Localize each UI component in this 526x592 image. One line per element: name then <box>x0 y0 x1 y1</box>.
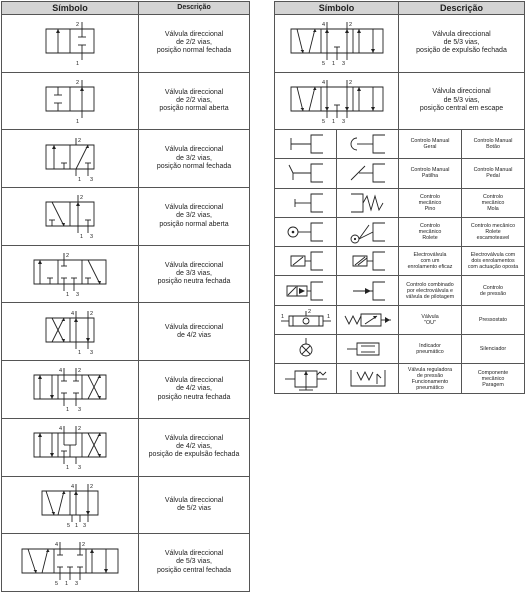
description-cell <box>139 72 250 130</box>
description-line: Válvula direccional <box>164 323 224 331</box>
table-row <box>2 476 250 534</box>
port-label: 1 <box>66 292 70 299</box>
description-line: mecânico <box>418 199 442 206</box>
description-cell <box>139 130 250 188</box>
symbol-cell <box>275 72 399 130</box>
port-label: 1 <box>66 407 70 414</box>
description-line: de 4/2 vias <box>177 331 211 339</box>
description-line: posição normal aberta <box>159 220 229 228</box>
description-line: Pino <box>424 205 436 212</box>
valve-3-3-neutral-closed-symbol <box>28 250 112 298</box>
description-line: Válvula direccional <box>432 30 491 38</box>
description-line: Controlo combinado <box>406 281 454 288</box>
description-line: Electroválvula <box>413 252 447 259</box>
description-cell <box>399 188 462 217</box>
pressure-regulator-icon <box>281 366 331 392</box>
mechanical-spring-control-icon <box>343 190 393 216</box>
description-line: de pressão <box>479 290 507 297</box>
description-line: posição neutra fechada <box>157 393 231 401</box>
description-line: Válvula reguladora <box>407 366 453 373</box>
description-line: Funcionamento pneumático <box>411 378 449 391</box>
description-line: posição central fechada <box>157 566 231 574</box>
port-label: 3 <box>76 292 80 299</box>
description-line: mecânico <box>481 199 505 206</box>
port-label: 2 <box>76 22 80 29</box>
port-label: 4 <box>55 541 59 548</box>
port-label: 2 <box>348 22 352 29</box>
symbol-cell <box>275 335 337 364</box>
port-label: 5 <box>321 118 325 125</box>
pneumatic-indicator-icon <box>281 336 331 362</box>
description-cell <box>462 364 525 393</box>
symbol-cell <box>2 303 139 361</box>
port-label: 1 <box>76 61 80 68</box>
table-row <box>275 188 525 217</box>
description-line: de 2/2 vias, <box>176 96 212 104</box>
description-line: de 2/2 vias, <box>176 39 212 47</box>
description-line: dois enrolamentos <box>471 258 515 265</box>
port-label: 4 <box>321 79 325 86</box>
symbol-cell <box>2 418 139 476</box>
table-row <box>275 364 525 393</box>
table-row <box>2 130 250 188</box>
description-cell <box>462 217 525 246</box>
description-line: Controlo <box>419 223 441 230</box>
port-label: 3 <box>341 61 345 68</box>
description-cell <box>139 418 250 476</box>
table-row <box>2 303 250 361</box>
port-label: 2 <box>78 368 82 375</box>
description-line: por electroválvula e <box>407 287 453 294</box>
port-label: 4 <box>59 368 63 375</box>
table-row <box>275 159 525 188</box>
port-label: 3 <box>78 465 82 472</box>
symbol-cell <box>2 245 139 303</box>
port-label: 1 <box>331 61 335 68</box>
table-row <box>275 305 525 334</box>
symbol-cell <box>337 247 399 276</box>
description-line: de 3/3 vias, <box>176 269 212 277</box>
table-row <box>2 245 250 303</box>
description-line: Válvula direccional <box>164 496 224 504</box>
description-cell <box>399 15 525 73</box>
description-cell <box>462 159 525 188</box>
description-line: escamoteavel <box>476 235 510 242</box>
description-line: Rolete <box>485 229 501 236</box>
port-label: 1 <box>75 522 79 529</box>
valve-5-3-exhaust-closed-symbol <box>287 19 387 67</box>
description-line: de pressão <box>416 372 444 379</box>
symbol-cell <box>2 534 139 592</box>
valve-4-2-exhaust-closed-symbol <box>28 423 112 471</box>
description-line: "OU" <box>424 319 436 326</box>
port-label: 3 <box>90 176 94 183</box>
manual-button-control-icon <box>343 131 393 157</box>
description-line: Controlo Manual <box>410 138 450 145</box>
symbol-cell <box>275 130 337 159</box>
port-label: 3 <box>75 580 79 587</box>
description-line: de 5/3 vias, <box>443 39 480 47</box>
symbol-cell <box>2 130 139 188</box>
description-line: Válvula <box>421 313 439 320</box>
description-line: posição de expulsão fechada <box>416 47 507 55</box>
port-label: 3 <box>78 407 82 414</box>
table-row <box>275 130 525 159</box>
table-row <box>2 418 250 476</box>
valve-symbols-table-right <box>274 1 525 394</box>
description-line: de 5/3 vias, <box>176 558 212 566</box>
symbol-cell <box>275 305 337 334</box>
mechanical-roller-control-icon <box>281 219 331 245</box>
description-cell <box>139 303 250 361</box>
port-label: 2 <box>78 426 82 433</box>
description-line: com actuação oposta <box>467 264 519 271</box>
valve-4-2-neutral-closed-symbol <box>28 365 112 413</box>
symbol-cell <box>2 15 139 73</box>
description-line: com um <box>420 258 440 265</box>
valve-2-2-normally-open-symbol <box>40 77 100 125</box>
description-line: Válvula direccional <box>164 204 224 212</box>
valve-5-2-symbol <box>38 481 102 529</box>
manual-pedal-control-icon <box>343 160 393 186</box>
table-row <box>2 361 250 419</box>
description-line: Pedal <box>486 173 500 180</box>
symbol-cell <box>337 276 399 305</box>
description-cell <box>399 364 462 393</box>
table-row <box>275 247 525 276</box>
port-label: 2 <box>66 253 70 260</box>
symbol-cell <box>337 217 399 246</box>
description-line: Pressostato <box>479 316 507 323</box>
description-line: posição normal aberta <box>159 105 229 113</box>
symbol-cell <box>275 15 399 73</box>
description-line: de 5/2 vias <box>177 504 211 512</box>
table-row <box>275 217 525 246</box>
symbol-cell <box>275 247 337 276</box>
description-line: de 4/2 vias, <box>176 443 212 451</box>
valve-3-2-normally-open-symbol <box>40 192 100 240</box>
symbol-cell <box>275 188 337 217</box>
description-line: Válvula direccional <box>164 434 224 442</box>
port-label: 2 <box>307 308 311 315</box>
port-label: 4 <box>59 426 63 433</box>
description-line: posição de expulsão fechada <box>148 451 240 459</box>
description-cell <box>139 534 250 592</box>
port-label: 3 <box>83 522 87 529</box>
description-line: Válvula direccional <box>164 88 224 96</box>
description-line: Controlo <box>482 193 504 200</box>
symbol-cell <box>2 72 139 130</box>
description-cell <box>399 305 462 334</box>
description-cell <box>399 217 462 246</box>
description-line: enrolamento eficaz <box>407 264 453 271</box>
description-line: posição normal fechada <box>156 162 232 170</box>
description-line: pneumático <box>416 349 444 356</box>
port-label: 3 <box>341 118 345 125</box>
table-header-row <box>2 2 250 15</box>
description-line: Válvula direccional <box>432 88 491 96</box>
description-line: mecânico <box>481 375 505 382</box>
header-symbol: Símbolo <box>275 2 399 15</box>
description-cell <box>462 130 525 159</box>
header-description: Descrição <box>139 2 250 15</box>
description-line: Electroválvula com <box>470 252 516 259</box>
description-cell <box>462 247 525 276</box>
port-label: 2 <box>348 79 352 86</box>
symbol-cell <box>275 364 337 393</box>
port-label: 1 <box>66 465 70 472</box>
description-line: Mola <box>487 205 499 212</box>
description-line: Controlo mecânico <box>470 223 516 230</box>
description-line: Silenciador <box>479 346 507 353</box>
description-line: Patilha <box>421 173 439 180</box>
port-label: 5 <box>321 61 325 68</box>
description-line: Válvula direccional <box>164 146 224 154</box>
port-label: 4 <box>71 483 75 490</box>
description-line: Válvula direccional <box>164 377 224 385</box>
symbol-cell <box>275 217 337 246</box>
description-cell <box>462 188 525 217</box>
port-label: 1 <box>78 349 82 356</box>
description-cell <box>399 335 462 364</box>
port-label: 5 <box>55 580 59 587</box>
description-line: posição normal fechada <box>156 47 232 55</box>
header-description: Descrição <box>399 2 525 15</box>
description-cell <box>462 305 525 334</box>
port-label: 2 <box>82 541 86 548</box>
table-row <box>2 188 250 246</box>
port-label: 1 <box>78 176 82 183</box>
description-line: Paragem <box>482 381 504 388</box>
description-line: Controlo <box>482 284 504 291</box>
table-row <box>275 72 525 130</box>
port-label: 2 <box>90 310 94 317</box>
double-solenoid-icon <box>343 248 393 274</box>
port-label: 5 <box>67 522 71 529</box>
description-line: Válvula direccional <box>164 31 224 39</box>
symbol-cell <box>337 305 399 334</box>
valve-5-3-center-exhaust-symbol <box>287 77 387 125</box>
symbol-cell <box>337 130 399 159</box>
port-label: 2 <box>90 483 94 490</box>
mechanical-stop-icon <box>343 366 393 392</box>
description-line: Controlo Manual <box>473 167 513 174</box>
description-cell <box>399 159 462 188</box>
valve-symbols-table-left <box>1 1 250 592</box>
symbol-cell <box>2 361 139 419</box>
description-line: de 3/2 vias, <box>176 212 212 220</box>
single-solenoid-icon <box>281 248 331 274</box>
silencer-icon <box>343 336 393 362</box>
symbol-cell <box>337 188 399 217</box>
description-line: mecânico <box>418 229 442 236</box>
description-cell <box>462 335 525 364</box>
mechanical-pin-control-icon <box>281 190 331 216</box>
pressure-control-icon <box>343 278 393 304</box>
description-cell <box>399 276 462 305</box>
port-label: 4 <box>321 22 325 29</box>
table-row <box>2 534 250 592</box>
valve-2-2-normally-closed-symbol <box>40 19 100 67</box>
port-label: 2 <box>80 195 84 202</box>
description-line: posição central em escape <box>419 104 504 112</box>
symbol-cell <box>337 159 399 188</box>
symbol-cell <box>275 159 337 188</box>
description-cell <box>139 188 250 246</box>
description-line: Válvula direccional <box>164 261 224 269</box>
port-label: 1 <box>326 313 330 320</box>
port-label: 2 <box>78 137 82 144</box>
port-label: 2 <box>76 80 80 87</box>
symbol-cell <box>337 335 399 364</box>
port-label: 3 <box>90 349 94 356</box>
or-valve-icon <box>279 307 333 333</box>
description-cell <box>462 276 525 305</box>
manual-general-control-icon <box>281 131 331 157</box>
table-row <box>2 15 250 73</box>
table-header-row <box>275 2 525 15</box>
description-cell <box>399 247 462 276</box>
description-line: Geral <box>423 144 437 151</box>
description-cell <box>399 72 525 130</box>
port-label: 1 <box>280 313 284 320</box>
valve-3-2-normally-closed-symbol <box>40 135 100 183</box>
description-line: de 4/2 vias, <box>176 385 212 393</box>
description-cell <box>139 15 250 73</box>
description-cell <box>399 130 462 159</box>
symbol-cell <box>337 364 399 393</box>
pressure-switch-icon <box>341 307 395 333</box>
port-label: 1 <box>65 580 69 587</box>
description-line: válvula de pilotagem <box>405 293 455 300</box>
description-line: posição neutra fechada <box>157 278 231 286</box>
mechanical-retractable-roller-icon <box>343 219 393 245</box>
table-row <box>275 335 525 364</box>
description-line: Controlo Manual <box>410 167 450 174</box>
description-line: Botão <box>486 144 500 151</box>
description-line: Controlo <box>419 193 441 200</box>
description-line: Componente <box>477 369 509 376</box>
symbol-cell <box>2 476 139 534</box>
description-line: Válvula direccional <box>164 550 224 558</box>
symbol-cell <box>2 188 139 246</box>
description-cell <box>139 476 250 534</box>
manual-lever-control-icon <box>281 160 331 186</box>
port-label: 1 <box>331 118 335 125</box>
port-label: 4 <box>71 310 75 317</box>
table-row <box>275 276 525 305</box>
port-label: 1 <box>80 234 84 241</box>
description-line: de 3/2 vias, <box>176 154 212 162</box>
description-line: Controlo Manual <box>473 138 513 145</box>
valve-4-2-symbol <box>40 308 100 356</box>
table-row <box>275 15 525 73</box>
description-line: Indicador <box>419 343 441 350</box>
port-label: 3 <box>90 234 94 241</box>
description-line: Rolete <box>422 235 438 242</box>
symbol-cell <box>275 276 337 305</box>
description-cell <box>139 245 250 303</box>
table-row <box>2 72 250 130</box>
valve-5-3-center-closed-symbol <box>18 539 122 587</box>
port-label: 1 <box>76 119 80 126</box>
header-symbol: Símbolo <box>2 2 139 15</box>
description-line: de 5/3 vias, <box>443 96 480 104</box>
description-cell <box>139 361 250 419</box>
solenoid-pilot-control-icon <box>281 278 331 304</box>
